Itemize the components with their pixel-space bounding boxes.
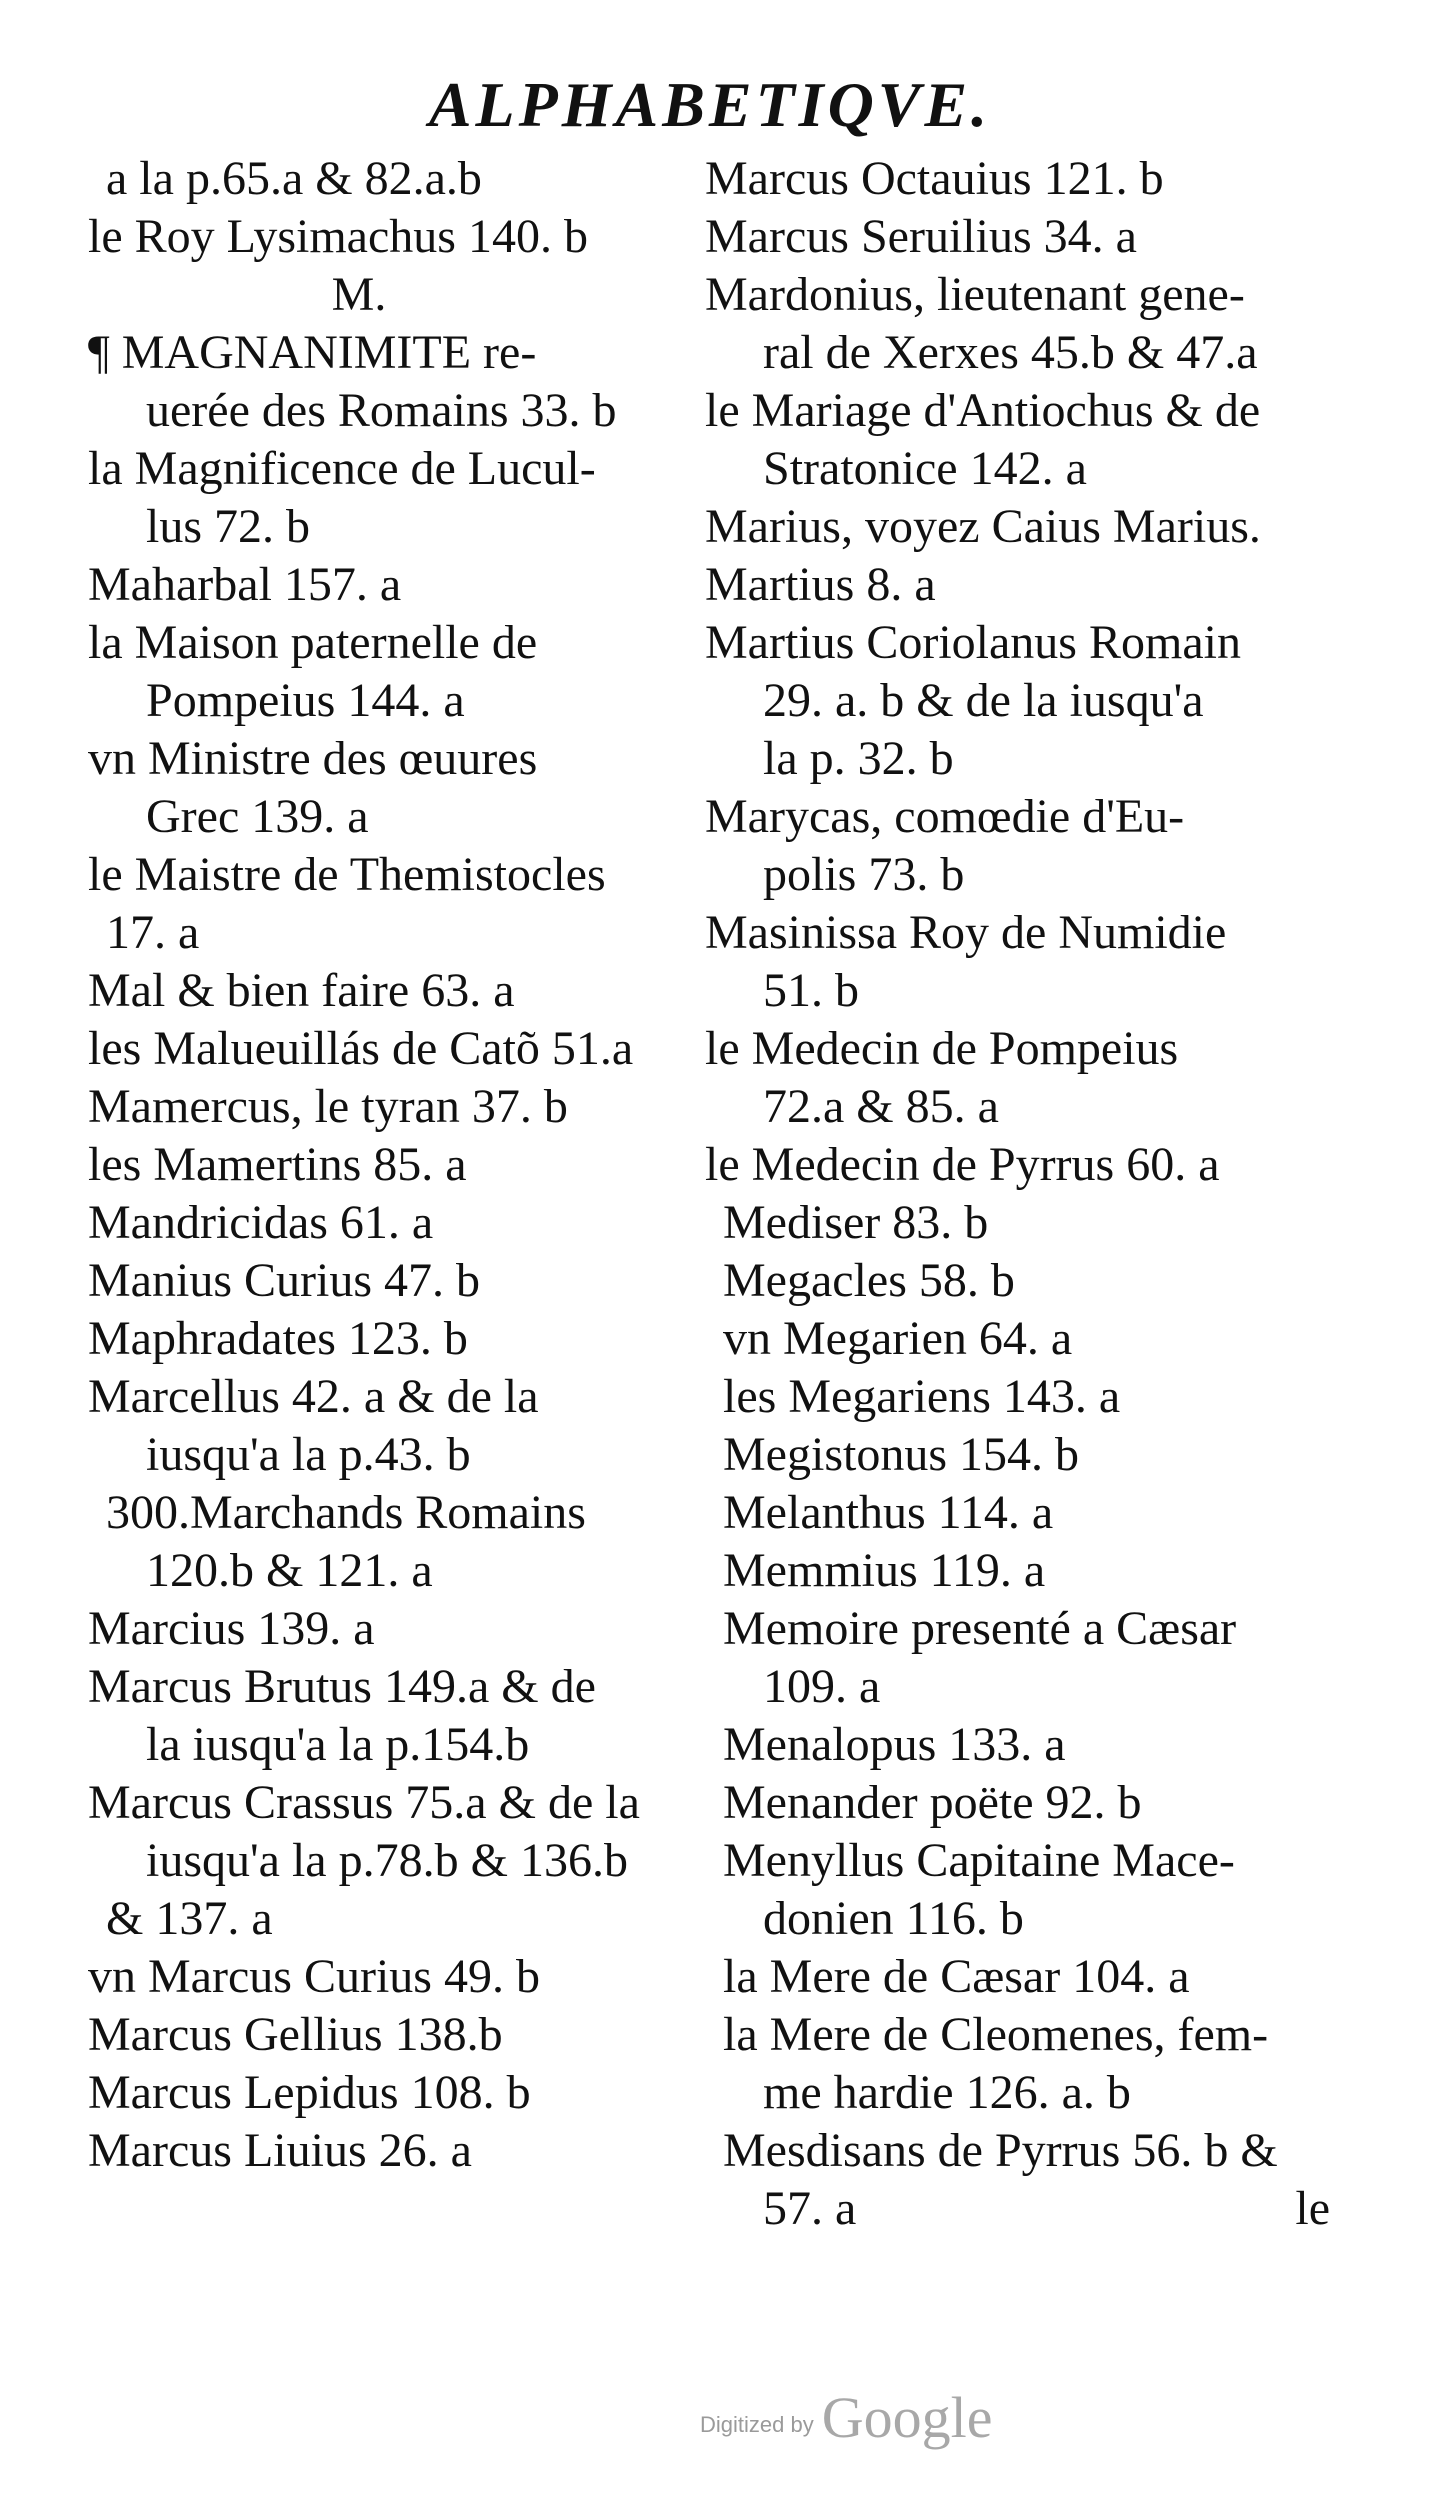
index-entry: Marcius 139. a — [88, 1602, 375, 1655]
index-entry: donien 116. b — [763, 1892, 1024, 1945]
index-entry: les Mamertins 85. a — [88, 1138, 467, 1191]
index-entry: Marcus Crassus 75.a & de la — [88, 1776, 640, 1829]
index-entry: Melanthus 114. a — [723, 1486, 1054, 1539]
index-entry: le Mariage d'Antiochus & de — [705, 384, 1261, 437]
index-entry: Mandricidas 61. a — [88, 1196, 434, 1249]
index-entry: le Medecin de Pyrrus 60. a — [705, 1138, 1220, 1191]
index-entry: les Malueuillás de Catõ 51.a — [88, 1022, 634, 1075]
index-entry: le Roy Lysimachus 140. b — [88, 210, 588, 263]
index-entry: Marcus Octauius 121. b — [705, 152, 1164, 205]
digitized-by-text: Digitized by — [700, 2412, 814, 2437]
index-entry: & 137. a — [106, 1892, 273, 1945]
index-entry: Mediser 83. b — [723, 1196, 989, 1249]
index-entry: iusqu'a la p.78.b & 136.b — [146, 1834, 628, 1887]
index-entry: Mamercus, le tyran 37. b — [88, 1080, 568, 1133]
index-entry: 17. a — [106, 906, 200, 959]
index-entry: Marcus Seruilius 34. a — [705, 210, 1137, 263]
index-entry: la Mere de Cleomenes, fem- — [723, 2008, 1269, 2061]
index-entry: la Maison paternelle de — [88, 616, 538, 669]
index-entry: ral de Xerxes 45.b & 47.a — [763, 326, 1258, 379]
index-entry: Maharbal 157. a — [88, 558, 402, 611]
right-index-column — [705, 150, 1345, 2238]
index-entry: Grec 139. a — [146, 790, 369, 843]
digitization-watermark — [700, 2370, 1120, 2450]
index-entry: Martius 8. a — [705, 558, 936, 611]
index-entry: iusqu'a la p.43. b — [146, 1428, 471, 1481]
index-entry: la iusqu'a la p.154.b — [146, 1718, 530, 1771]
index-entry: vn Marcus Curius 49. b — [88, 1950, 540, 2003]
index-entry: Menander poëte 92. b — [723, 1776, 1142, 1829]
index-entry: Maphradates 123. b — [88, 1312, 468, 1365]
index-entry: Mardonius, lieutenant gene- — [705, 268, 1245, 321]
index-entry: Marycas, comœdie d'Eu- — [705, 790, 1185, 843]
index-entry: me hardie 126. a. b — [763, 2066, 1131, 2119]
index-entry: vn Ministre des œuures — [88, 732, 538, 785]
index-entry: a la p.65.a & 82.a.b — [106, 152, 482, 205]
index-entry: Memoire presenté a Cæsar — [723, 1602, 1237, 1655]
index-entry: 72.a & 85. a — [763, 1080, 999, 1133]
index-entry: polis 73. b — [763, 848, 965, 901]
index-entry: le Medecin de Pompeius — [705, 1022, 1179, 1075]
index-entry: vn Megarien 64. a — [723, 1312, 1073, 1365]
index-entry: uerée des Romains 33. b — [146, 384, 617, 437]
index-entry: Mesdisans de Pyrrus 56. b & — [723, 2124, 1278, 2177]
index-entry: 109. a — [763, 1660, 881, 1713]
index-entry: 300.Marchands Romains — [106, 1486, 586, 1539]
index-entry: Pompeius 144. a — [146, 674, 465, 727]
index-entry: Stratonice 142. a — [763, 442, 1087, 495]
index-entry: 29. a. b & de la iusqu'a — [763, 674, 1204, 727]
index-entry: le Maistre de Themistocles — [88, 848, 606, 901]
index-entry: Menyllus Capitaine Mace- — [723, 1834, 1235, 1887]
index-entry: la p. 32. b — [763, 732, 954, 785]
google-logo: Google — [821, 2385, 993, 2450]
index-entry: 51. b — [763, 964, 859, 1017]
index-entry: Memmius 119. a — [723, 1544, 1046, 1597]
index-entry: Mal & bien faire 63. a — [88, 964, 515, 1017]
left-index-column — [88, 150, 700, 2180]
catchword: le — [1295, 2182, 1330, 2235]
index-entry: Megacles 58. b — [723, 1254, 1015, 1307]
index-entry: 57. a — [763, 2182, 857, 2235]
letter-heading: M. — [331, 268, 387, 321]
index-entry: Menalopus 133. a — [723, 1718, 1066, 1771]
index-entry: Marcus Brutus 149.a & de — [88, 1660, 596, 1713]
index-entry: la Mere de Cæsar 104. a — [723, 1950, 1190, 2003]
index-entry: Marius, voyez Caius Marius. — [705, 500, 1261, 553]
index-entry: Marcus Gellius 138.b — [88, 2008, 503, 2061]
index-entry: Megistonus 154. b — [723, 1428, 1080, 1481]
index-entry: Masinissa Roy de Numidie — [705, 906, 1227, 959]
index-entry: ¶ MAGNANIMITE re- — [88, 326, 537, 379]
index-entry: Manius Curius 47. b — [88, 1254, 481, 1307]
index-entry: Marcellus 42. a & de la — [88, 1370, 539, 1423]
index-entry: la Magnificence de Lucul- — [88, 442, 596, 495]
index-entry: Marcus Lepidus 108. b — [88, 2066, 531, 2119]
running-header: ALPHABETIQVE. — [428, 69, 992, 140]
index-entry: Marcus Liuius 26. a — [88, 2124, 472, 2177]
index-entry: les Megariens 143. a — [723, 1370, 1121, 1423]
index-entry: lus 72. b — [146, 500, 311, 553]
index-entry: Martius Coriolanus Romain — [705, 616, 1241, 669]
index-entry: 120.b & 121. a — [146, 1544, 433, 1597]
